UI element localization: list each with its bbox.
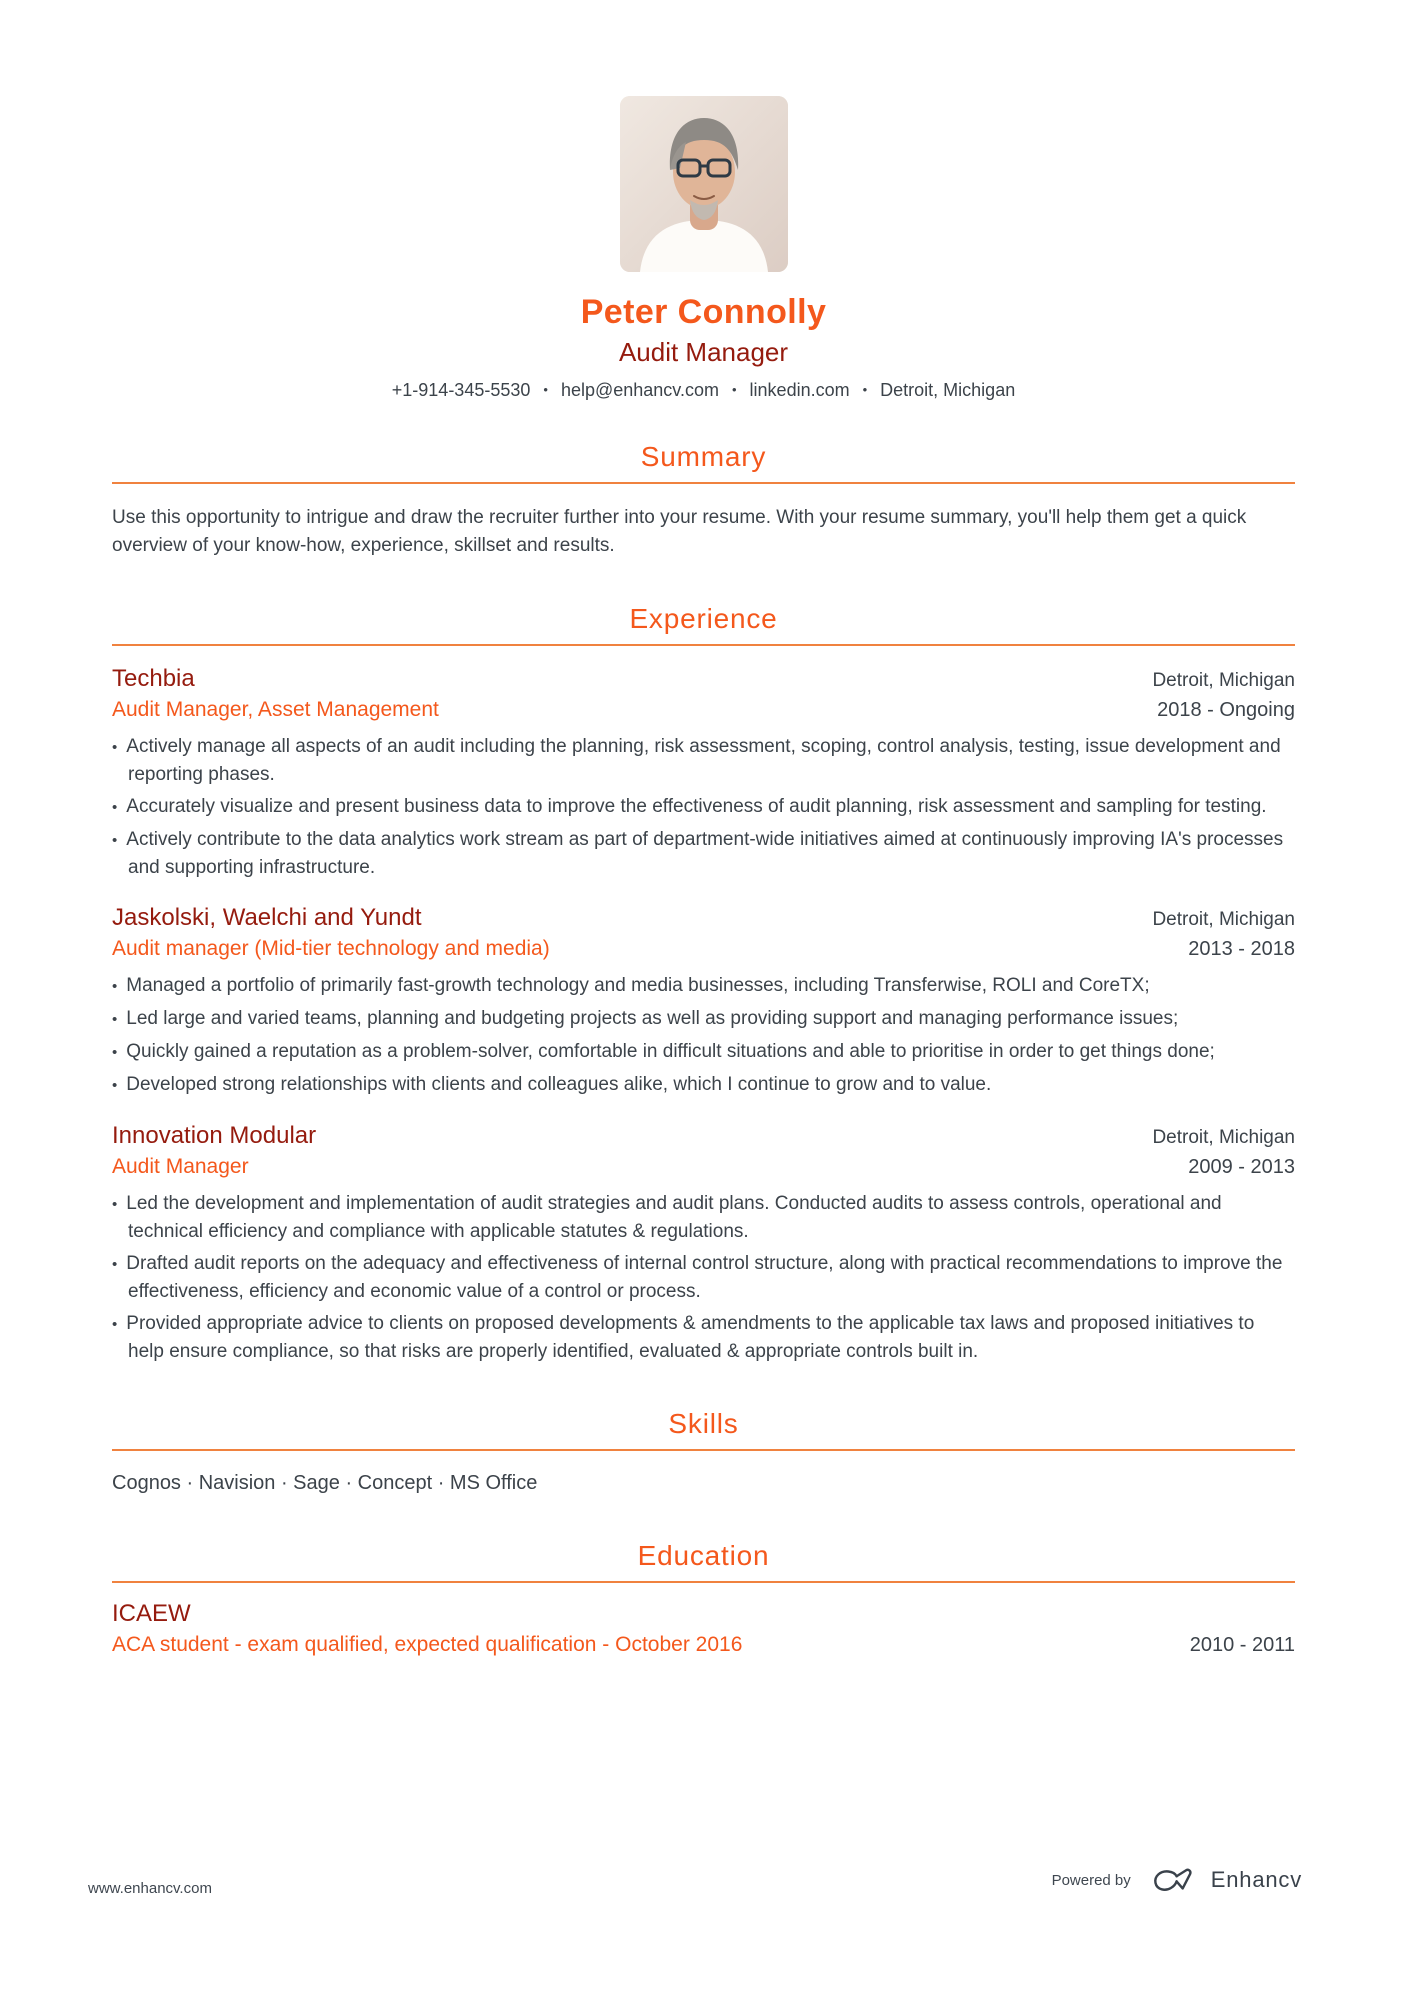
footer-website-link[interactable]: www.enhancv.com [88, 1880, 212, 1897]
job-bullet: • Actively contribute to the data analytics work stream as part of department-wide initiatives aimed at continuously improving IA's processes and supporting infrastructure. [112, 826, 1295, 881]
job-location: Detroit, Michigan [1152, 909, 1295, 930]
job-company: Innovation Modular [112, 1122, 317, 1149]
education-school: ICAEW [112, 1600, 191, 1627]
job-bullet: • Drafted audit reports on the adequacy and effectiveness of internal control structure, along with practical recommendations to improve the effectiveness, efficiency and economic value of a control or process. [112, 1250, 1295, 1305]
job-bullet: • Led large and varied teams, planning and budgeting projects as well as providing support and managing performance issues; [112, 1005, 1295, 1033]
contact-line [112, 378, 1295, 402]
powered-by-label: Powered by [1051, 1871, 1131, 1889]
portrait-photo-icon [620, 96, 788, 272]
footer-branding [1052, 1866, 1302, 1894]
education-entries [112, 1599, 1295, 1658]
job-bullets [112, 1190, 1295, 1365]
email-link[interactable]: help@enhancv.com [560, 380, 719, 400]
education-section [112, 1539, 1295, 1658]
job-bullet: • Provided appropriate advice to clients on proposed developments & amendments to the applicable tax laws and proposed initiatives to help ensure compliance, so that risks are properly identified, evaluated & appropriate controls built in. [112, 1310, 1295, 1365]
job-company: Techbia [112, 665, 195, 692]
job-company: Jaskolski, Waelchi and Yundt [112, 904, 422, 931]
enhancv-logo-icon[interactable] [1147, 1866, 1195, 1894]
education-dates: 2010 - 2011 [1189, 1634, 1295, 1656]
experience-job [112, 903, 1295, 1099]
job-dates: 2018 - Ongoing [1157, 699, 1295, 721]
job-location: Detroit, Michigan [1152, 1127, 1295, 1148]
linkedin-link[interactable]: linkedin.com [749, 380, 850, 400]
candidate-name: Peter Connolly [580, 293, 827, 331]
summary-section [112, 440, 1295, 560]
candidate-title: Audit Manager [618, 337, 789, 367]
education-heading: Education [637, 1540, 770, 1571]
skills-section [112, 1407, 1295, 1497]
phone-number: +1-914-345-5530 [391, 380, 531, 400]
job-bullets [112, 972, 1295, 1099]
section-divider [112, 1581, 1295, 1583]
job-role: Audit manager (Mid-tier technology and media) [112, 937, 550, 960]
experience-heading: Experience [629, 603, 778, 634]
experience-job [112, 1121, 1295, 1365]
summary-text: Use this opportunity to intrigue and draw the recruiter further into your resume. With your resume summary, you'll help them get a quick overview of your know-how, experience, skillset and results. [112, 507, 1247, 556]
job-dates: 2013 - 2018 [1188, 938, 1295, 960]
job-bullet: • Managed a portfolio of primarily fast-growth technology and media businesses, including Transferwise, ROLI and CoreTX; [112, 972, 1295, 1000]
contact-separator-dot: • [862, 382, 868, 397]
section-divider [112, 644, 1295, 646]
job-location: Detroit, Michigan [1152, 670, 1295, 691]
contact-separator-dot: • [543, 382, 548, 397]
enhancv-brand-link[interactable]: Enhancv [1210, 1867, 1302, 1892]
job-bullet: • Led the development and implementation of audit strategies and audit plans. Conducted audits to assess controls, operational and technical efficiency and compliance with applicable statutes & regulations. [112, 1190, 1295, 1245]
experience-job [112, 664, 1295, 881]
profile-photo [620, 96, 788, 272]
education-entry [112, 1599, 1295, 1658]
job-bullet: • Quickly gained a reputation as a problem-solver, comfortable in difficult situations and able to prioritise in order to get things done; [112, 1038, 1295, 1066]
education-degree: ACA student - exam qualified, expected qualification - October 2016 [112, 1633, 743, 1656]
location-text: Detroit, Michigan [880, 380, 1016, 400]
job-bullets [112, 733, 1295, 881]
job-role: Audit Manager, Asset Management [112, 698, 439, 721]
job-role: Audit Manager [112, 1155, 249, 1178]
job-bullet: • Accurately visualize and present business data to improve the effectiveness of audit planning, risk assessment and sampling for testing. [112, 793, 1295, 821]
contact-separator-dot: • [731, 382, 737, 397]
section-divider [112, 1449, 1295, 1451]
experience-section [112, 602, 1295, 1365]
job-bullet: • Developed strong relationships with clients and colleagues alike, which I continue to grow and to value. [112, 1071, 1295, 1099]
section-divider [112, 482, 1295, 484]
experience-jobs [112, 664, 1295, 1365]
job-dates: 2009 - 2013 [1188, 1156, 1295, 1178]
job-bullet: • Actively manage all aspects of an audit including the planning, risk assessment, scoping, control analysis, testing, issue development and reporting phases. [112, 733, 1295, 788]
skills-line: Cognos · Navision · Sage · Concept · MS Office [112, 1472, 538, 1494]
skills-heading: Skills [668, 1408, 739, 1439]
summary-heading: Summary [640, 441, 767, 472]
